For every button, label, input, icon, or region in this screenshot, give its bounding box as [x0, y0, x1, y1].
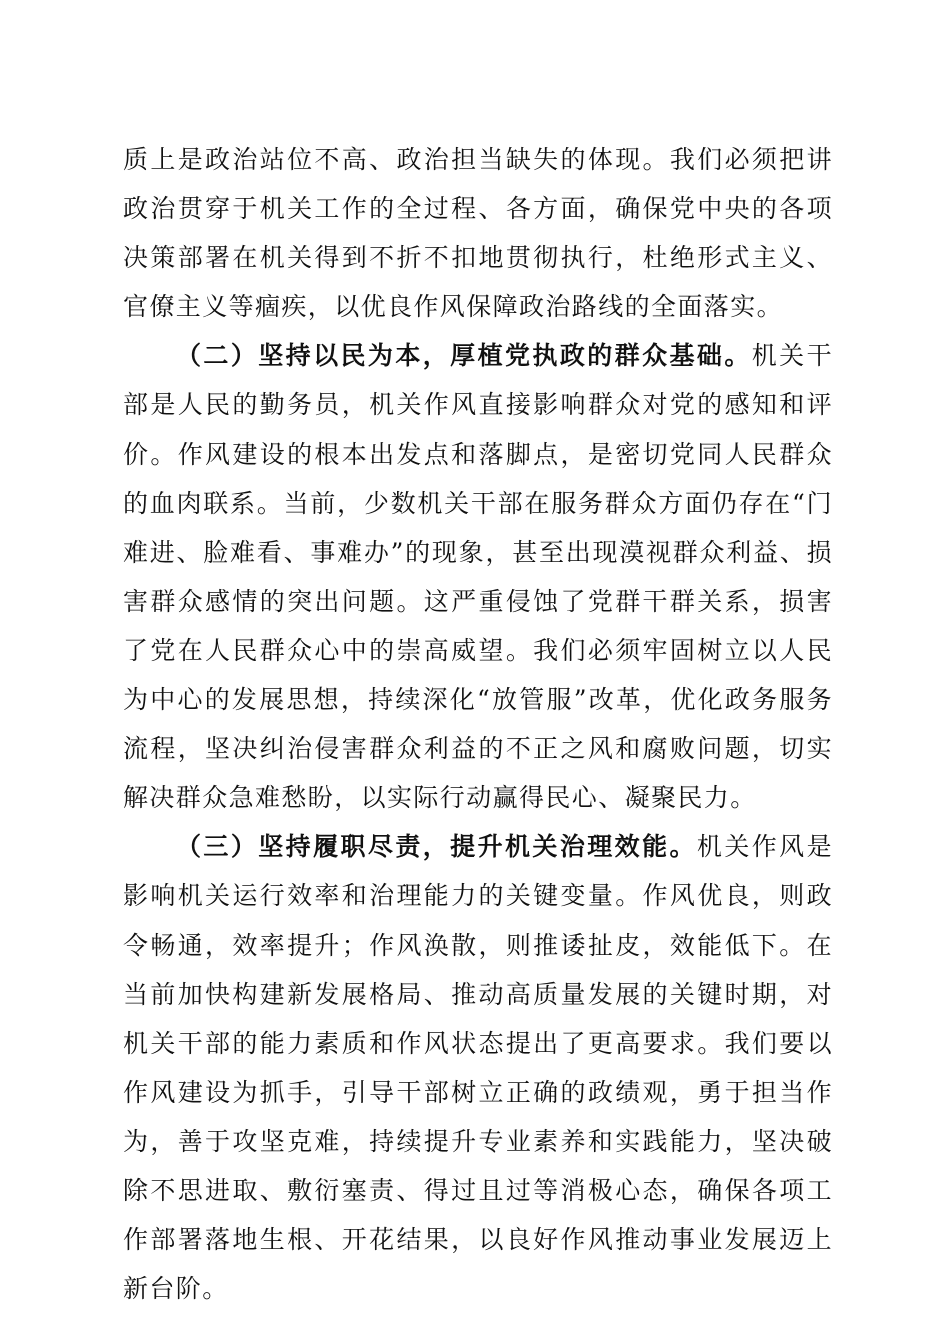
paragraph-text: 质上是政治站位不高、政治担当缺失的体现。我们必须把讲政治贯穿于机关工作的全过程、各方面，确保党中央的各项决策部署在机关得到不折不扣地贯彻执行，杜绝形式主义、官僚主义等痼疾，以优良作风保障政治路线的全面落实。	[123, 145, 833, 322]
paragraph-continuation	[123, 135, 833, 331]
section-heading-three: （三）坚持履职尽责，提升机关治理效能。	[176, 832, 697, 862]
paragraph-section-two	[123, 331, 833, 822]
section-heading-two: （二）坚持以民为本，厚植党执政的群众基础。	[176, 341, 752, 371]
paragraph-text: 机关干部是人民的勤务员，机关作风直接影响群众对党的感知和评价。作风建设的根本出发点和落脚点，是密切党同人民群众的血肉联系。当前，少数机关干部在服务群众方面仍存在“门难进、脸难看、事难办”的现象，甚至出现漠视群众利益、损害群众感情的突出问题。这严重侵蚀了党群干群关系，损害了党在人民群众心中的崇高威望。我们必须牢固树立以人民为中心的发展思想，持续深化“放管服”改革，优化政务服务流程，坚决纠治侵害群众利益的不正之风和腐败问题，切实解决群众急难愁盼，以实际行动赢得民心、凝聚民力。	[123, 341, 833, 813]
paragraph-section-three	[123, 822, 833, 1313]
paragraph-text: 机关作风是影响机关运行效率和治理能力的关键变量。作风优良，则政令畅通，效率提升；作风涣散，则推诿扯皮，效能低下。在当前加快构建新发展格局、推动高质量发展的关键时期，对机关干部的能力素质和作风状态提出了更高要求。我们要以作风建设为抓手，引导干部树立正确的政绩观，勇于担当作为，善于攻坚克难，持续提升专业素养和实践能力，坚决破除不思进取、敷衍塞责、得过且过等消极心态，确保各项工作部署落地生根、开花结果，以良好作风推动事业发展迈上新台阶。	[123, 832, 833, 1304]
document-body	[123, 135, 833, 1313]
